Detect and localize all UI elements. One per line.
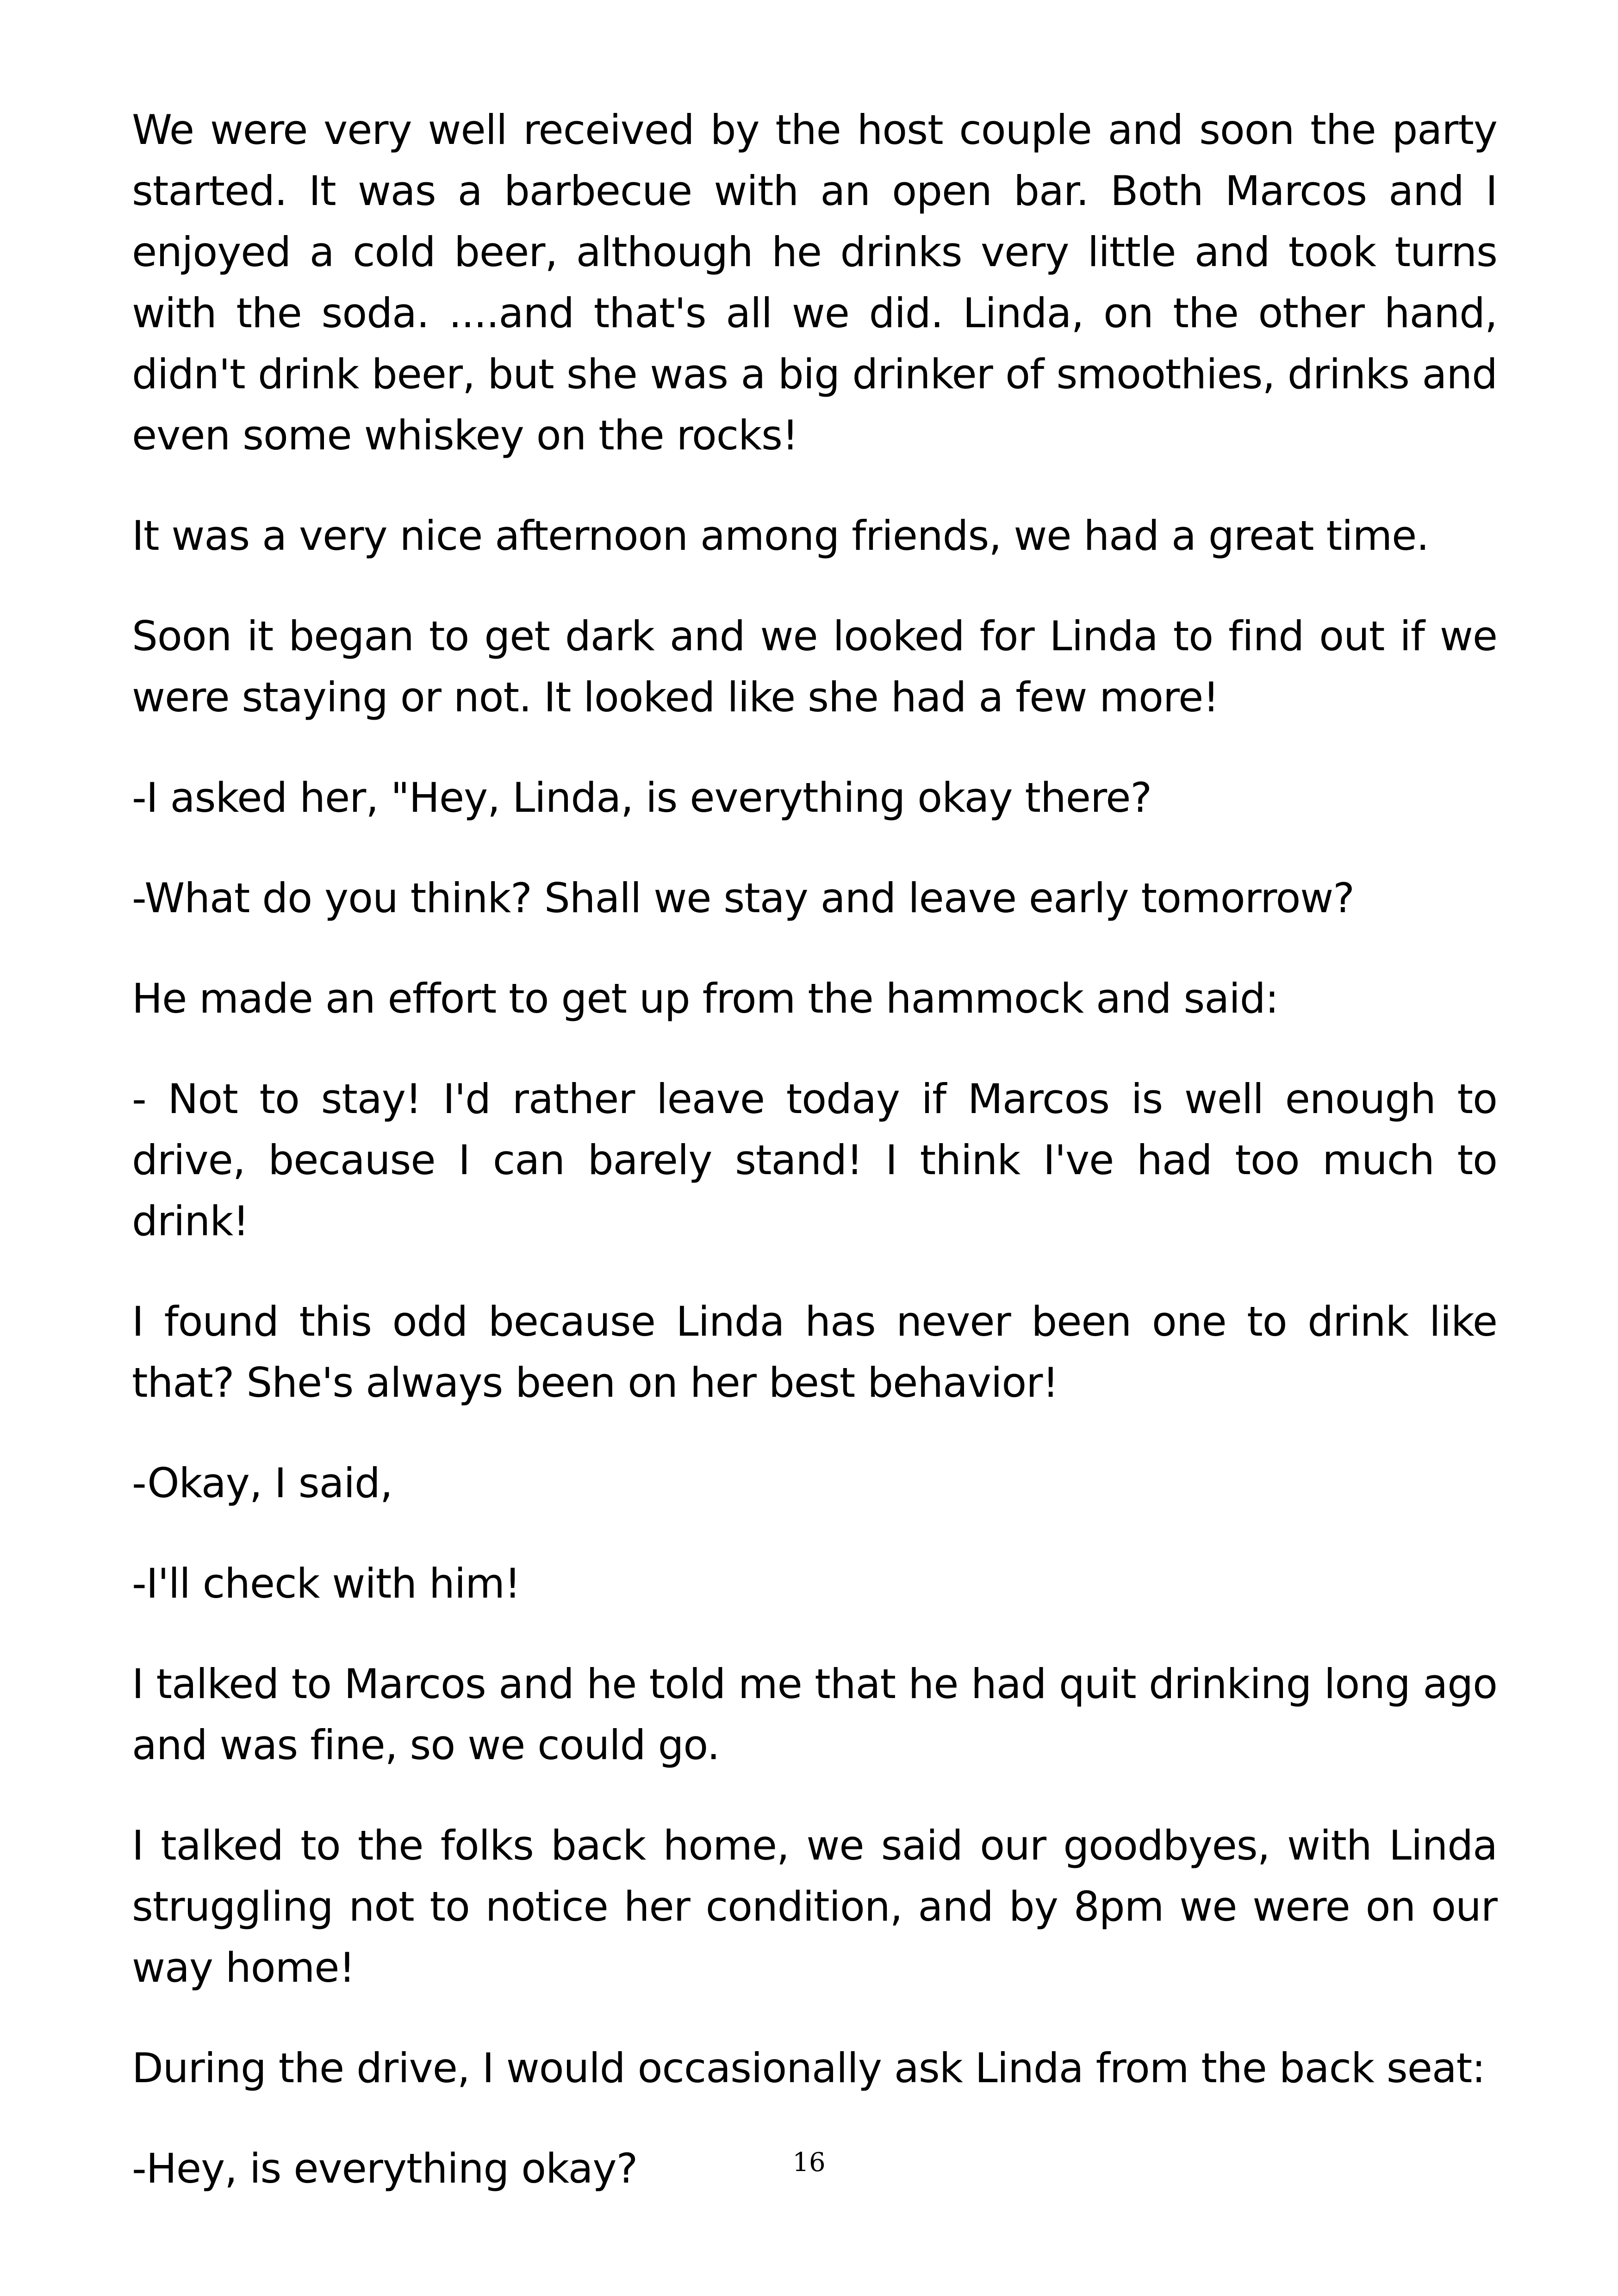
paragraph: -I asked her, "Hey, Linda, is everything okay there? bbox=[132, 774, 1152, 821]
paragraph: It was a very nice afternoon among friends, we had a great time. bbox=[132, 512, 1429, 560]
paragraph: We were very well received by the host couple and soon the party started. It was a barbecue with an open bar. Both Marcos and I enjoyed a cold beer, although he drinks very little and took turns with the soda. ....and that's all we did. Linda, on the other hand, didn't drink beer, but she was a big drinker of smoothies, drinks and even some whiskey on the rocks! bbox=[132, 106, 1497, 459]
paragraph: -Hey, is everything okay? bbox=[132, 2145, 638, 2192]
text-body bbox=[132, 100, 1497, 2239]
paragraph: I found this odd because Linda has never been one to drink like that? She's always been on her best behavior! bbox=[132, 1298, 1497, 1406]
paragraph: Soon it began to get dark and we looked for Linda to find out if we were staying or not. It looked like she had a few more! bbox=[132, 612, 1497, 721]
page-number: 16 bbox=[792, 2147, 826, 2178]
paragraph: -What do you think? Shall we stay and leave early tomorrow? bbox=[132, 874, 1354, 922]
paragraph: -I'll check with him! bbox=[132, 1560, 521, 1607]
paragraph: -Okay, I said, bbox=[132, 1459, 392, 1507]
paragraph: During the drive, I would occasionally ask Linda from the back seat: bbox=[132, 2044, 1485, 2092]
paragraph: I talked to Marcos and he told me that he had quit drinking long ago and was fine, so we could go. bbox=[132, 1660, 1497, 1769]
paragraph: I talked to the folks back home, we said our goodbyes, with Linda struggling not to notice her condition, and by 8pm we were on our way home! bbox=[132, 1822, 1497, 1991]
paragraph: - Not to stay! I'd rather leave today if Marcos is well enough to drive, because I can barely stand! I think I've had too much to drink! bbox=[132, 1075, 1497, 1245]
paragraph: He made an effort to get up from the hammock and said: bbox=[132, 975, 1279, 1022]
